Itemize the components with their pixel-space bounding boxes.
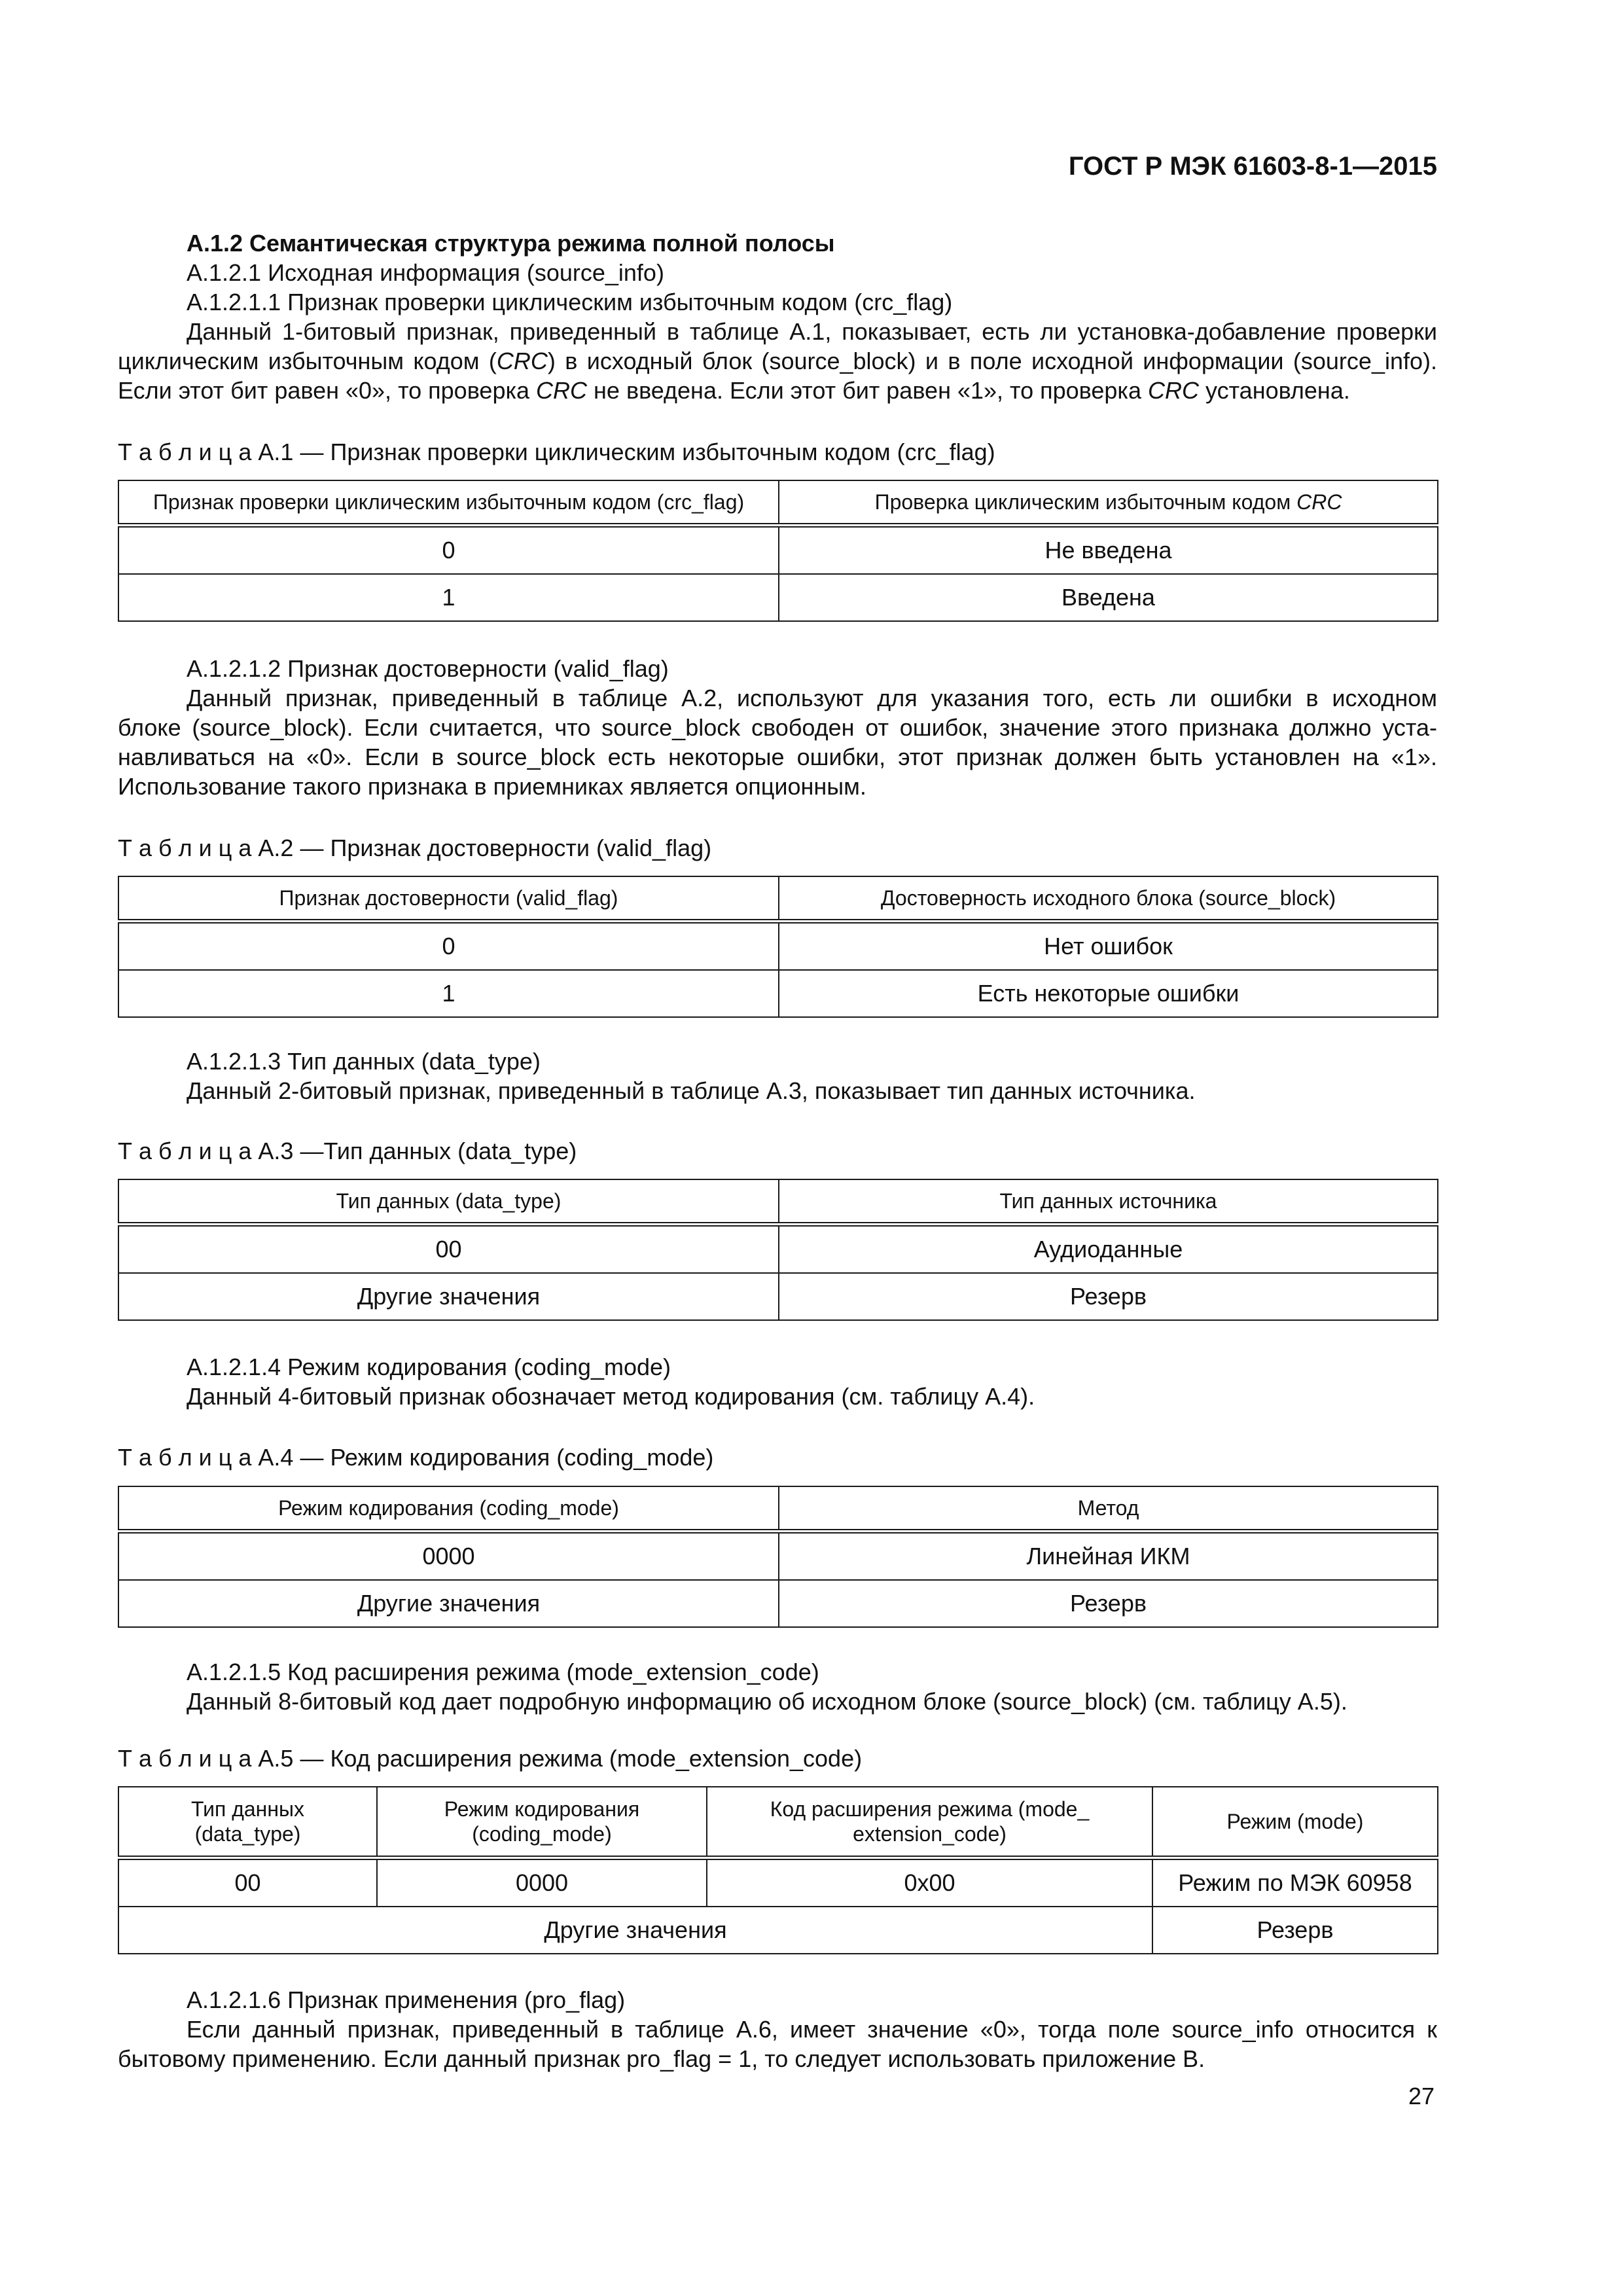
section-valid-flag [118,654,1437,801]
text-segment: ) в исходный блок (source_block) и в поле исходной информации (source_info). [547,348,1437,374]
subsection-heading: А.1.2.1 Исходная информация (source_info) [187,259,664,286]
column-header [779,480,1438,526]
table-cell: Нет ошибок [779,922,1438,971]
table-row [118,922,1438,971]
table-caption-text: А.3 —Тип данных (data_type) [258,1138,577,1164]
text-segment: Данный 1-битовый признак, приведенный в таблице А.1, показывает, есть ли установка-добавление проверки [187,318,1437,345]
table-caption [118,1744,1437,1773]
table-cell: 0000 [118,1532,779,1581]
table-row [118,1907,1438,1954]
table-row [118,1273,1438,1320]
column-header-label: extension_code) [853,1822,1007,1846]
paragraph-line: Данный 8-битовый код дает подробную информацию об исходном блоке (source_block) (см. таблицу А.5). [187,1688,1347,1715]
paragraph-line [118,346,1437,376]
column-header: Признак достоверности (valid_flag) [118,876,779,922]
table-cell: 1 [118,970,779,1017]
table-cell: 0 [118,922,779,971]
table-caption-label: Т а б л и ц а [118,1138,252,1164]
clause-heading: А.1.2.1.3 Тип данных (data_type) [187,1048,541,1075]
column-header: Тип данных источника [779,1179,1438,1225]
table-cell: Режим по МЭК 60958 [1152,1858,1438,1907]
table-cell: 0x00 [707,1858,1152,1907]
section-heading: А.1.2 Семантическая структура режима полной полосы [187,230,835,257]
clause-heading: А.1.2.1.5 Код расширения режима (mode_extension_code) [187,1659,819,1685]
column-header-label: Код расширения режима (mode_ [770,1797,1090,1821]
table-caption-text: А.1 — Признак проверки циклическим избыточным кодом (crc_flag) [258,439,995,465]
page-number: 27 [1408,2083,1435,2109]
clause-heading: А.1.2.1.4 Режим кодирования (coding_mode) [187,1354,671,1380]
table-caption-label: Т а б л и ц а [118,1745,252,1772]
table-header-row [118,876,1438,922]
table-caption [118,1443,1437,1472]
clause-heading: А.1.2.1.6 Признак применения (pro_flag) [187,1986,626,2013]
column-header [118,1787,377,1858]
table-cell: Линейная ИКМ [779,1532,1438,1581]
column-header-label: Признак проверки циклическим избыточным кодом (crc_flag) [152,490,745,514]
table-cell: Аудиоданные [779,1225,1438,1274]
table-cell: 0000 [377,1858,707,1907]
column-header-label: (data_type) [194,1822,301,1846]
table-header-row [118,1787,1438,1858]
column-header-label: Режим (mode) [1226,1810,1364,1833]
table-cell: Резерв [779,1580,1438,1627]
table-cell: Не введена [779,526,1438,575]
table-cell: 00 [118,1858,377,1907]
table-cell: 0 [118,526,779,575]
paragraph-line: Данный 2-битовый признак, приведенный в таблице А.3, показывает тип данных источника. [187,1077,1196,1104]
paragraph-line [118,317,1437,346]
section-crc-flag [118,228,1437,405]
table-cell: Резерв [779,1273,1438,1320]
standard-code-header: ГОСТ Р МЭК 61603-8-1—2015 [1068,152,1437,181]
section-mode-extension-code [118,1657,1437,1716]
table-caption-text: А.2 — Признак достоверности (valid_flag) [258,834,712,861]
column-header-label: Режим кодирования [444,1797,640,1821]
clause-heading: А.1.2.1.1 Признак проверки циклическим избыточным кодом (crc_flag) [187,289,953,315]
table-row [118,1225,1438,1274]
column-header-label: (coding_mode) [472,1822,612,1846]
paragraph-line: Данный признак, приведенный в таблице А.2, используют для указания того, есть ли ошибки в исходном [187,685,1437,711]
text-segment: циклическим избыточным кодом ( [118,348,497,374]
table-caption-label: Т а б л и ц а [118,1444,252,1471]
table-caption [118,833,1437,863]
text-segment: не введена. Если этот бит равен «1», то проверка [587,377,1148,404]
table-cell: Резерв [1152,1907,1438,1954]
paragraph-line: навливаться на «0». Если в source_block есть некоторые ошибки, этот признак должен быть установлен на «1». [118,744,1437,770]
table-caption-label: Т а б л и ц а [118,439,252,465]
paragraph-line: Если данный признак, приведенный в таблице А.6, имеет значение «0», тогда поле source_info относится к [187,2016,1437,2043]
table-header-row [118,1179,1438,1225]
table-cell: Другие значения [118,1580,779,1627]
table-row [118,526,1438,575]
column-header: Тип данных (data_type) [118,1179,779,1225]
italic-term: CRC [1148,377,1199,404]
paragraph-line: Использование такого признака в приемниках является опционным. [118,773,866,800]
section-data-type [118,1047,1437,1105]
column-header [118,480,779,526]
section-coding-mode [118,1352,1437,1411]
column-header [1152,1787,1438,1858]
table-crc-flag [118,480,1438,622]
table-coding-mode [118,1486,1438,1628]
table-row [118,1532,1438,1581]
table-caption [118,437,1437,467]
section-pro-flag [118,1985,1437,2073]
column-header [707,1787,1152,1858]
table-caption-text: А.4 — Режим кодирования (coding_mode) [258,1444,714,1471]
table-caption-text: А.5 — Код расширения режима (mode_extension_code) [258,1745,863,1772]
table-valid-flag [118,876,1438,1018]
column-header-label: Проверка циклическим избыточным кодом [874,490,1297,514]
table-header-row [118,1486,1438,1532]
italic-term: CRC [536,377,588,404]
italic-term: CRC [496,348,548,374]
column-header-label: Тип данных [190,1797,305,1821]
text-segment: Если этот бит равен «0», то проверка [118,377,537,404]
column-header: Метод [779,1486,1438,1532]
paragraph-line: блоке (source_block). Если считается, что source_block свободен от ошибок, значение этого признака должно уста- [118,714,1437,741]
italic-term: CRC [1296,490,1342,514]
table-cell: Другие значения [118,1907,1152,1954]
table-data-type [118,1179,1438,1321]
column-header [377,1787,707,1858]
table-header-row [118,480,1438,526]
column-header: Достоверность исходного блока (source_block) [779,876,1438,922]
table-row [118,1580,1438,1627]
table-caption [118,1136,1437,1166]
table-cell: 00 [118,1225,779,1274]
table-row [118,574,1438,621]
table-cell: 1 [118,574,779,621]
table-mode-extension-code [118,1786,1438,1954]
paragraph-line: Данный 4-битовый признак обозначает метод кодирования (см. таблицу А.4). [187,1383,1035,1410]
table-row [118,1858,1438,1907]
table-cell: Введена [779,574,1438,621]
table-caption-label: Т а б л и ц а [118,834,252,861]
column-header: Режим кодирования (coding_mode) [118,1486,779,1532]
paragraph-line: бытовому применению. Если данный признак pro_flag = 1, то следует использовать приложение В. [118,2045,1205,2072]
table-cell: Другие значения [118,1273,779,1320]
paragraph-line [118,376,1437,405]
text-segment: установлена. [1199,377,1350,404]
clause-heading: А.1.2.1.2 Признак достоверности (valid_flag) [187,655,669,682]
table-row [118,970,1438,1017]
table-cell: Есть некоторые ошибки [779,970,1438,1017]
